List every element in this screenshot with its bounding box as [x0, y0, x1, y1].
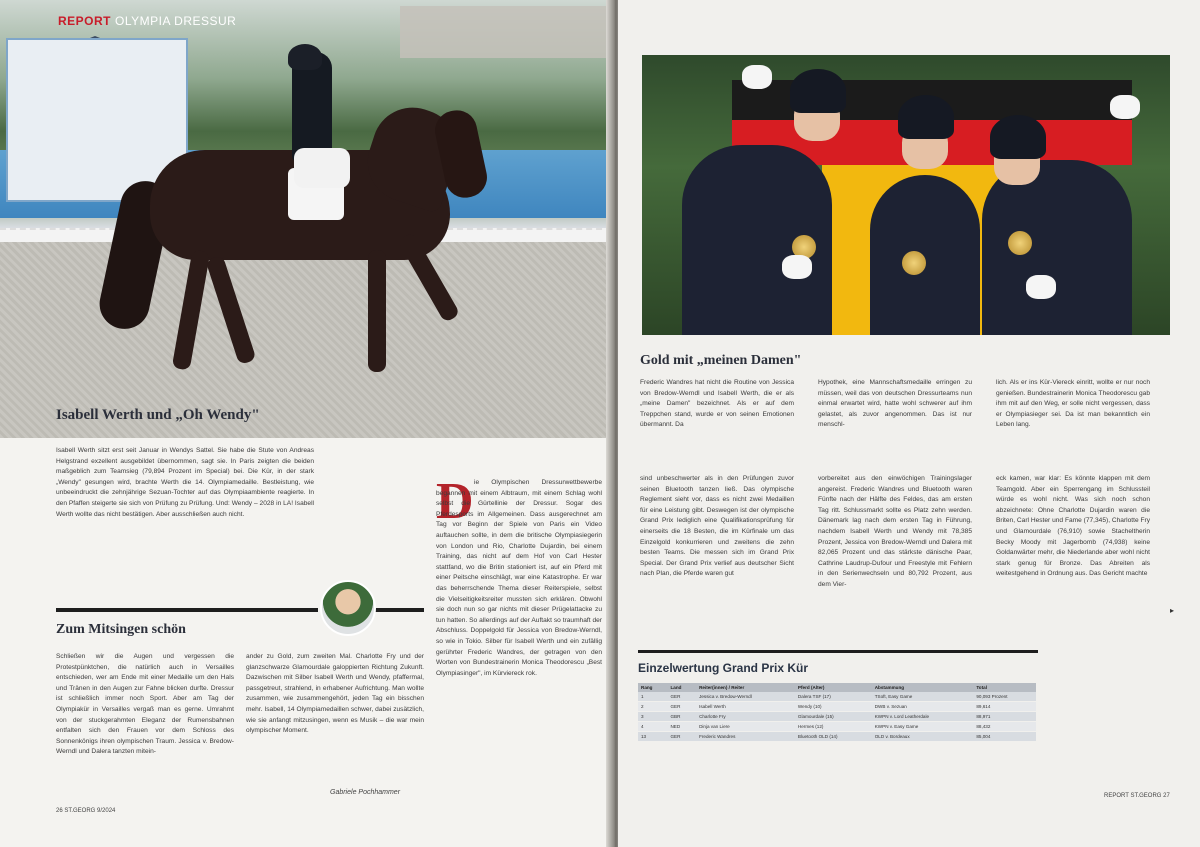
author-avatar	[320, 580, 376, 636]
header-rider: Reiter(innen) / Reiter	[696, 683, 795, 692]
horse-leg	[368, 250, 386, 372]
header-country: Land	[667, 683, 696, 692]
right-folio: REPORT ST.GEORG 27	[1104, 793, 1170, 799]
table-row	[638, 702, 1036, 712]
rider-breeches	[294, 148, 350, 188]
cell: GBR	[667, 712, 696, 722]
column-text-right	[246, 652, 424, 737]
cell: 88,432	[973, 722, 1036, 732]
paragraph: sind unbeschwerter als in den Prüfungen zuvor seinen Bluetooth tanzen ließ. Das olympische Reglement sieht vor, dass es nicht zwei Medaillen für eine Leistung gibt. Deswegen ist der olympische Grand Prix lediglich eine Qualifikationsprüfung für einerseits die 18 Besten, die im Kürfinale um das Einzelgold konkurrieren und zweitens die zehn besten Teams. Die messen sich im Grand Prix Special. Der Grand Prix verlief aus deutscher Sicht nach Plan, die Pferde waren gut	[640, 475, 794, 578]
helmet	[790, 69, 846, 113]
table-title: Einzelwertung Grand Prix Kür	[638, 661, 809, 675]
cell: Isabell Werth	[696, 702, 795, 712]
column-text-left	[56, 652, 234, 758]
section-kicker	[58, 14, 236, 28]
cell: GER	[667, 692, 696, 702]
paragraph: Frederic Wandres hat nicht die Routine von Jessica von Bredow-Werndl und Isabell Werth, die er als „meine Damen" bezeichnet. Als er auf dem Treppchen stand, wurde er von seinen Emotionen übermannt. Da	[640, 379, 794, 429]
glove	[782, 255, 812, 279]
caption-paragraph: Isabell Werth sitzt erst seit Januar in Wendys Sattel. Sie habe die Stute von Andreas Helgstrand exzellent ausgebildet übernommen, sagt sie. In Paris zeigten die beiden maßgeblich zum Teamsieg (79,894 Prozent im Special) bei. Die Kür, in der stark „Wendy" gesungen wird, brachte Werth die 14. Olympiamedaille. Bestleistung, wie unbeeindruckt die zehnjährige Sezuan-Tochter auf das Olympiaambiente reagierte. In den Pfaffen steigerte sie sich von Prüfung zu Prüfung. Und: Wendy – 2028 in LA! Isabell Werth wollte das nicht bestätigen. Aber ausschließen auch nicht.	[56, 447, 314, 518]
left-folio: 26 ST.GEORG 9/2024	[56, 808, 116, 814]
cell: 85,004	[973, 732, 1036, 742]
cell: 13	[638, 732, 667, 742]
col3-bottom	[996, 474, 1150, 580]
photo-caption-text	[56, 446, 314, 520]
cell: OLD v. Bordeaux	[872, 732, 974, 742]
cell: 4	[638, 722, 667, 732]
cell: Jessica v. Bredow-Werndl	[696, 692, 795, 702]
cell: 1	[638, 692, 667, 702]
photo-headline: Isabell Werth und „Oh Wendy"	[56, 407, 260, 423]
glove	[742, 65, 772, 89]
header-horse: Pferd (Alter)	[795, 683, 872, 692]
cell: 90,093 Prozent	[973, 692, 1036, 702]
table-row	[638, 732, 1036, 742]
col3-top	[996, 378, 1150, 431]
cell: TSoft, Easy Game	[872, 692, 974, 702]
cell: GER	[667, 732, 696, 742]
col1-bottom	[640, 474, 794, 580]
glove	[1026, 275, 1056, 299]
byline: Gabriele Pochhammer	[330, 789, 401, 796]
palace-background	[400, 6, 612, 58]
gold-medal	[1008, 231, 1032, 255]
column-paragraph: ander zu Gold, zum zweiten Mal. Charlotte Fry und der glanzschwarze Glamourdale galoppierten Richtung Zukunft. Dazwischen mit Silber Isabell Werth und Wendy, pfaffermal, passgetreut, strahlend, in erhabener Aufrichtung. Man wollte zusammen, wie zusammengehört, jeden Tag ein bisschen mehr. Isabell, 14 Olympiamedaillen schwer, dabei zusätzlich, wie sie anfangt mitzusingen, wenn es Musik – die war mein olympischer Moment.	[246, 653, 424, 735]
kicker-tag: REPORT	[58, 14, 112, 28]
kicker-title: OLYMPIA DRESSUR	[115, 14, 237, 28]
gold-medal	[902, 251, 926, 275]
cell: GER	[667, 702, 696, 712]
glove	[1110, 95, 1140, 119]
table-header-row	[638, 683, 1036, 692]
cell: Bluetooth OLD (14)	[795, 732, 872, 742]
paragraph: vorbereitet aus den einwöchigen Trainingslager angereist. Frederic Wandres und Bluetooth waren Fünfte nach der Hälfte des Feldes, das am ersten Tag ritt. Schlussmarkt sollte es Platz zehn werden. Dänemark lag nach dem ersten Tag in Führung, nachdem Isabell Werth und Wendy mit 78,385 Prozent, Jessica von Bredow-Werndl und Dalera mit 82,065 Prozent und das stärkste dänische Paar, Cathrine Laudrup-Dufour und Freestyle mit Fehlern in den Serienwechseln und 80,792 Prozent, aus dem Vier-	[818, 475, 972, 588]
paragraph: lich. Als er ins Kür-Viereck einritt, wollte er nur noch genießen. Bundestrainerin Monica Theodorescu gab ihm mit auf den Weg, er solle nicht vergessen, dass er Olympiasieger sei. Da ist man bekanntlich ein Leben lang.	[996, 379, 1150, 429]
paragraph: eck kamen, war klar: Es könnte klappen mit dem Teamgold. Aber ein Sperrengang im Schlussteil würde es wohl nicht. Was sich noch schon abzeichnete: Ohne Charlotte Dujardin waren die Briten, Carl Hester und Fame (77,345), Charlotte Fry und Glamourdale (76,910) sowie Stacheltherin Becky Moody mit Jagerbomb (74,938) keine Goldanwärter mehr, die Niederlande aber wohl nicht stark genug für Bronze. Das Abreiten als weitestgehend in Ordnung aus. Das Gericht machte	[996, 475, 1150, 578]
rider-isabell	[982, 160, 1132, 335]
cell: Wendy (10)	[795, 702, 872, 712]
column-rule	[56, 608, 318, 612]
cell: Charlotte Fry	[696, 712, 795, 722]
cell: KWPN v. Lord Leatherdale	[872, 712, 974, 722]
table-row	[638, 722, 1036, 732]
cell: 3	[638, 712, 667, 722]
medalists-photo	[642, 55, 1170, 335]
paragraph: Hypothek, eine Mannschaftsmedaille erringen zu müssen, weil das von deutschen Dressurteams nun einmal erwartet wird, hatte wohl schwerer auf ihm gelastet, als zuvor angenommen. Das ist nur menschl-	[818, 379, 972, 429]
main-article-text	[436, 473, 602, 679]
cell: Hermes (12)	[795, 722, 872, 732]
header-rank: Rang	[638, 683, 667, 692]
continue-arrow-icon: ▸	[1170, 606, 1175, 615]
column-headline: Zum Mitsingen schön	[56, 622, 186, 637]
col2-bottom	[818, 474, 972, 591]
cell: 2	[638, 702, 667, 712]
rider-jessica	[870, 175, 980, 335]
right-headline: Gold mit „meinen Damen"	[640, 353, 802, 368]
col1-top	[640, 378, 794, 431]
drop-cap: D	[436, 473, 474, 530]
col2-top	[818, 378, 972, 431]
helmet	[898, 95, 954, 139]
header-total: Total	[973, 683, 1036, 692]
helmet	[990, 115, 1046, 159]
right-page	[618, 0, 1200, 847]
table-row	[638, 692, 1036, 702]
table-row	[638, 712, 1036, 722]
table-rule	[638, 650, 1038, 653]
cell: 89,614	[973, 702, 1036, 712]
cell: KWPN v. Easy Game	[872, 722, 974, 732]
column-rule	[374, 608, 424, 612]
cell: Dinja van Liere	[696, 722, 795, 732]
dressage-photo	[0, 0, 612, 438]
column-paragraph: Schließen wir die Augen und vergessen die Protestpünktchen, die natürlich auch in Versailles entschieden, wer am Ende mit einer Medaille um den Hals und Tränen in den Augen zur Fahne blicken durfte. Dressur ist schließlich immer noch Sport. Aber am Tag der Olympiakür in Versailles vergaß man es gerne. Umrahmt von der stuckgerahmten Eleganz der Rumensbahnen entfalten sich den Frauen vor dem Schloss des Sonnenkönigs ihren olympischen Traum. Jessica v. Bredow-Werndl und Dalera tanzten mitein-	[56, 653, 234, 756]
cell: DWB v. Sezuan	[872, 702, 974, 712]
cell: 88,971	[973, 712, 1036, 722]
cell: Frederic Wandres	[696, 732, 795, 742]
header-breeding: Abstammung	[872, 683, 974, 692]
cell: Dalera TSF (17)	[795, 692, 872, 702]
cell: NED	[667, 722, 696, 732]
main-paragraph: ie Olympischen Dressurwettbewerbe begannen mit einem Albtraum, mit einem Schlag wohl selbst die Gürtellinie der Dressur. Sogar des Pferdesports im Allgemeinen. Dass ausgerechnet am Tag vor Beginn der Spiele von Paris ein Video auftauchen sollte, in dem die britische Olympiasiegerin von London und Rio, Charlotte Dujardin, bei einem Training, das nicht auf dem Hof von Carl Hester stattfand, wo die Britin stationiert ist, auf ein Pferd mit einer Peitsche einschlägt, war eine Katastrophe. Er war das beherrschende Thema dieser Reiterspiele, selbst die Vielseitigkeitsreiter mussten sich erklären. Obwohl sie doch nun so gar nichts mit dieser Prügelattacke zu tun hatten. So allerdings auf der Auftakt so traumhaft der Abschluss. Doppelgold für Jessica von Bredow-Werndl, so wie in Tokio. Silber für Isabell Werth und ein zufällig gerührter Frederic Wandres, der getragen von den Worten von Bundestrainerin Monica Theodorescu „Best Olympiasinger", im Kürviereck rok.	[436, 479, 602, 677]
results-table	[638, 683, 1036, 742]
rider-helmet	[288, 44, 322, 70]
cell: Glamourdale (15)	[795, 712, 872, 722]
